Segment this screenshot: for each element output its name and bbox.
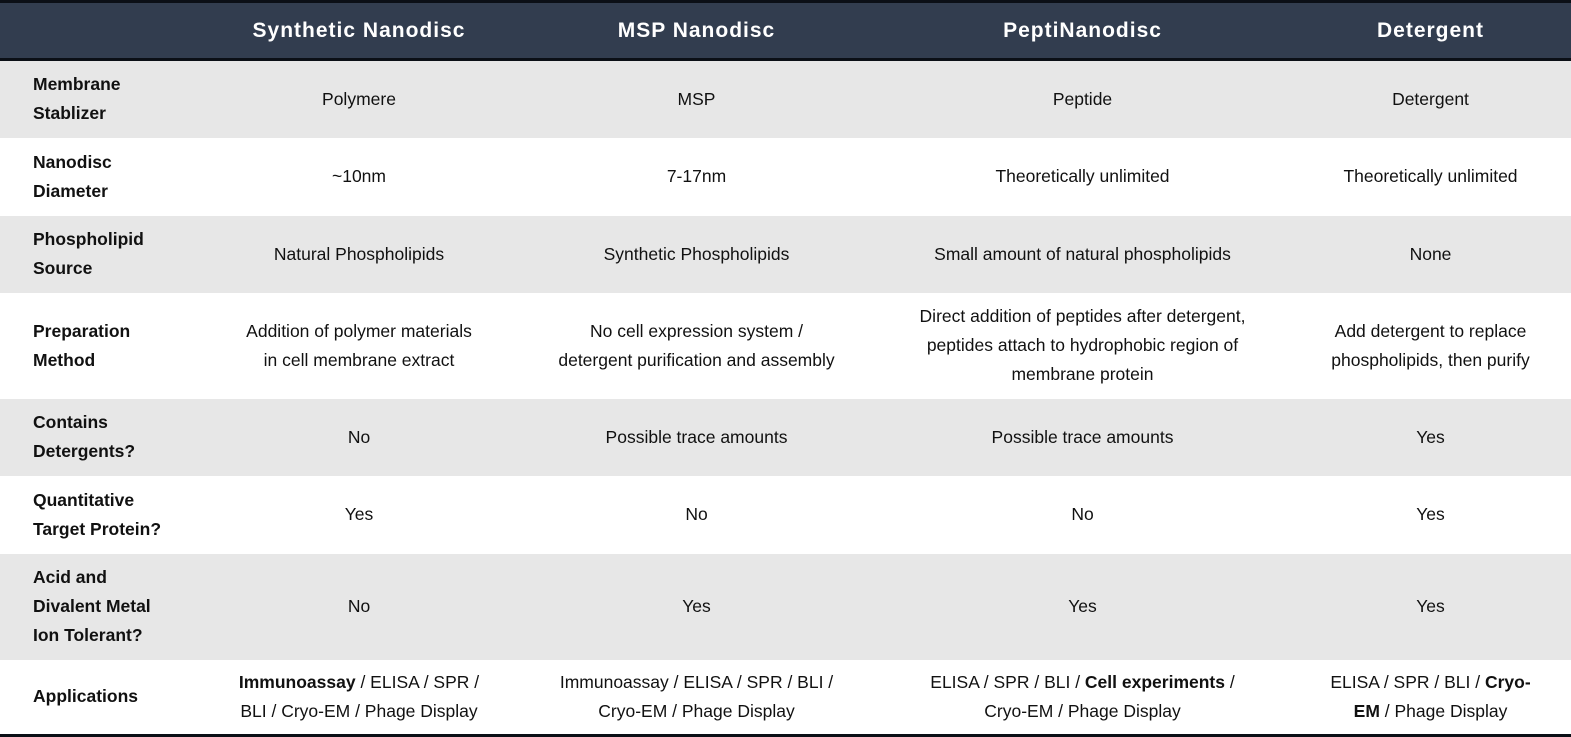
cell-text: phospholipids, then purify: [1331, 349, 1530, 370]
cell-detergent: [1290, 399, 1571, 476]
cell-synthetic: [200, 554, 518, 660]
cell-synthetic: [200, 293, 518, 399]
cell-text: Yes: [344, 504, 374, 524]
cell-synthetic: [200, 476, 518, 554]
cell-synthetic: [200, 138, 518, 216]
cell-pepti: [875, 660, 1290, 736]
cell-text: Yes: [1416, 596, 1445, 616]
cell-detergent: [1290, 476, 1571, 554]
cell-msp: [518, 138, 875, 216]
cell-text: peptides attach to hydrophobic region of: [926, 335, 1239, 355]
cell-msp: [518, 293, 875, 399]
cell-text: Small amount of natural phospholipids: [934, 243, 1231, 264]
cell-text: Cryo-EM / Phage Display: [984, 700, 1181, 721]
cell-text: BLI / Cryo-EM / Phage Display: [240, 700, 478, 721]
label-line: Preparation: [33, 320, 131, 341]
cell-text: Cryo-EM / Phage Display: [598, 700, 795, 721]
cell-text: ELISA / SPR / BLI /: [930, 671, 1085, 692]
cell-text: Theoretically unlimited: [1343, 166, 1518, 186]
cell-msp: [518, 60, 875, 138]
cell-pepti: [875, 476, 1290, 554]
label-line: Contains: [33, 412, 108, 432]
table-row-preparation-method: [0, 293, 1571, 399]
header-msp-nanodisc: MSP Nanodisc: [518, 2, 875, 60]
cell-text: membrane protein: [1011, 364, 1154, 384]
label-line: Phospholipid: [33, 229, 144, 249]
cell-text: Possible trace amounts: [605, 426, 788, 447]
cell-detergent: [1290, 554, 1571, 660]
cell-text: Yes: [1416, 426, 1445, 447]
cell-text: Theoretically unlimited: [995, 166, 1170, 186]
cell-msp: [518, 216, 875, 293]
label-line: Ion Tolerant?: [33, 625, 143, 645]
label-line: Detergents?: [33, 441, 136, 461]
cell-text: Yes: [1068, 596, 1097, 616]
header-synthetic-nanodisc: Synthetic Nanodisc: [200, 2, 518, 60]
cell-text: No: [685, 504, 708, 524]
cell-text: Polymere: [322, 88, 396, 109]
cell-text: detergent purification and assembly: [558, 349, 835, 370]
cell-pepti: [875, 216, 1290, 293]
label-line: Nanodisc: [33, 151, 112, 172]
cell-text: MSP: [677, 88, 716, 109]
table-row-acid-metal-tolerance: [0, 554, 1571, 660]
label-line: Acid and: [33, 567, 107, 587]
cell-text: ELISA / SPR / BLI /: [1330, 671, 1485, 692]
label-line: Method: [33, 349, 96, 370]
cell-text-bold: Immunoassay: [238, 671, 356, 692]
cell-text: Possible trace amounts: [991, 426, 1174, 447]
table-row-applications: [0, 660, 1571, 736]
cell-text: ~10nm: [332, 166, 386, 186]
label-line: Applications: [33, 686, 139, 707]
cell-text: Natural Phospholipids: [273, 243, 445, 264]
label-line: Quantitative: [33, 489, 135, 510]
cell-text: / Phage Display: [1379, 700, 1508, 721]
cell-detergent: [1290, 293, 1571, 399]
cell-text: /: [1224, 671, 1235, 692]
cell-synthetic: [200, 660, 518, 736]
cell-text: No: [347, 596, 371, 616]
cell-text: in cell membrane extract: [263, 349, 455, 370]
cell-msp: [518, 660, 875, 736]
cell-text-bold: EM: [1353, 700, 1380, 721]
header-corner: [0, 2, 200, 60]
cell-text: No cell expression system /: [590, 320, 803, 341]
cell-detergent: [1290, 216, 1571, 293]
table-row-contains-detergents: [0, 399, 1571, 476]
row-label: [0, 660, 200, 736]
header-detergent: Detergent: [1290, 2, 1571, 60]
cell-text: Direct addition of peptides after detergent,: [919, 306, 1246, 326]
cell-pepti: [875, 399, 1290, 476]
label-line: Divalent Metal: [33, 596, 151, 616]
cell-text: No: [347, 426, 371, 447]
cell-text: Detergent: [1392, 88, 1469, 109]
cell-text: Add detergent to replace: [1334, 320, 1527, 341]
cell-text: Peptide: [1052, 88, 1113, 109]
label-line: Stablizer: [33, 103, 106, 124]
table-row-nanodisc-diameter: [0, 138, 1571, 216]
cell-synthetic: [200, 216, 518, 293]
cell-detergent: [1290, 138, 1571, 216]
cell-msp: [518, 399, 875, 476]
table-row-quantitative-target-protein: [0, 476, 1571, 554]
cell-pepti: [875, 60, 1290, 138]
cell-text: / ELISA / SPR /: [355, 671, 480, 692]
cell-text: Yes: [682, 596, 711, 616]
cell-synthetic: [200, 399, 518, 476]
label-line: Membrane: [33, 74, 121, 95]
cell-text: Synthetic Phospholipids: [603, 243, 790, 264]
cell-text-bold: Cell experiments: [1084, 671, 1225, 692]
cell-pepti: [875, 138, 1290, 216]
cell-text: Immunoassay / ELISA / SPR / BLI /: [559, 671, 834, 692]
cell-text-bold: Cryo-: [1484, 671, 1531, 692]
row-label: [0, 216, 200, 293]
cell-text: Yes: [1416, 504, 1445, 524]
cell-text: 7-17nm: [666, 166, 727, 186]
cell-text: No: [1071, 504, 1094, 524]
table-row-membrane-stabilizer: [0, 60, 1571, 138]
header-row: [0, 2, 1571, 60]
cell-pepti: [875, 554, 1290, 660]
table-row-phospholipid-source: [0, 216, 1571, 293]
row-label: [0, 554, 200, 660]
row-label: [0, 399, 200, 476]
label-line: Diameter: [33, 180, 108, 201]
row-label: [0, 138, 200, 216]
cell-text: Addition of polymer materials: [246, 320, 472, 341]
cell-detergent: [1290, 60, 1571, 138]
cell-msp: [518, 554, 875, 660]
cell-msp: [518, 476, 875, 554]
label-line: Source: [33, 258, 93, 278]
cell-synthetic: [200, 60, 518, 138]
cell-detergent: [1290, 660, 1571, 736]
cell-text: None: [1409, 243, 1452, 264]
cell-pepti: [875, 293, 1290, 399]
header-peptinanodisc: PeptiNanodisc: [875, 2, 1290, 60]
row-label: [0, 60, 200, 138]
row-label: [0, 476, 200, 554]
row-label: [0, 293, 200, 399]
label-line: Target Protein?: [33, 518, 162, 539]
